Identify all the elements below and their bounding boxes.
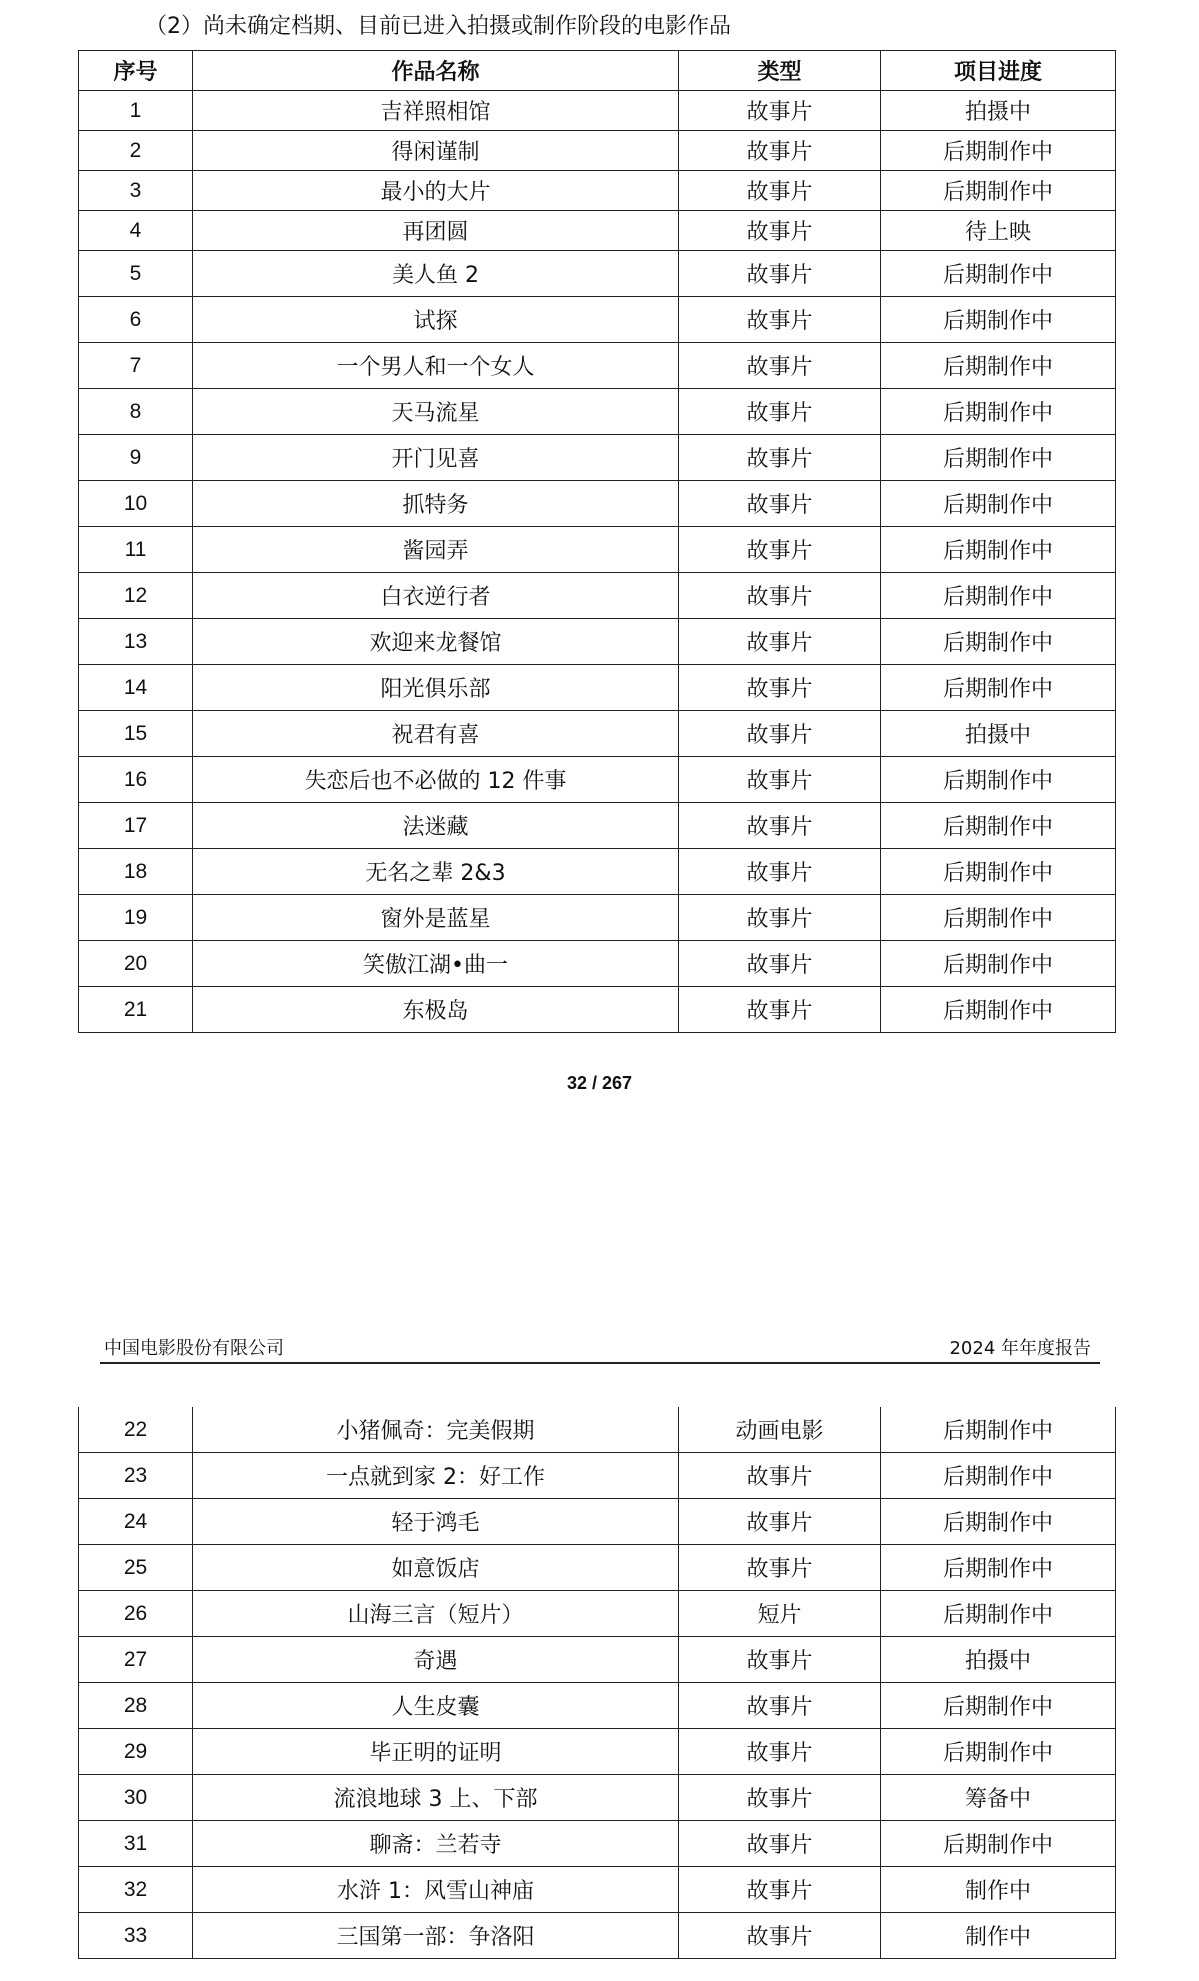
film-type: 故事片	[679, 1545, 881, 1591]
film-title: 白衣逆行者	[193, 573, 679, 619]
project-progress: 后期制作中	[881, 895, 1116, 941]
film-type: 故事片	[679, 1821, 881, 1867]
row-number: 30	[79, 1775, 193, 1821]
film-type: 故事片	[679, 619, 881, 665]
film-title: 窗外是蓝星	[193, 895, 679, 941]
film-title: 阳光俱乐部	[193, 665, 679, 711]
project-progress: 后期制作中	[881, 1407, 1116, 1453]
row-number: 23	[79, 1453, 193, 1499]
row-number: 22	[79, 1407, 193, 1453]
project-progress: 后期制作中	[881, 941, 1116, 987]
film-title: 开门见喜	[193, 435, 679, 481]
row-number: 13	[79, 619, 193, 665]
film-title: 天马流星	[193, 389, 679, 435]
header-no: 序号	[79, 51, 193, 91]
table-row	[79, 849, 1116, 895]
table-row	[79, 987, 1116, 1033]
project-progress: 后期制作中	[881, 343, 1116, 389]
table-row	[79, 941, 1116, 987]
row-number: 6	[79, 297, 193, 343]
film-title: 笑傲江湖•曲一	[193, 941, 679, 987]
film-title: 再团圆	[193, 211, 679, 251]
project-progress: 制作中	[881, 1913, 1116, 1959]
film-type: 故事片	[679, 757, 881, 803]
film-title: 祝君有喜	[193, 711, 679, 757]
row-number: 15	[79, 711, 193, 757]
table-row	[79, 343, 1116, 389]
table-row	[79, 211, 1116, 251]
row-number: 19	[79, 895, 193, 941]
film-title: 流浪地球 3 上、下部	[193, 1775, 679, 1821]
row-number: 25	[79, 1545, 193, 1591]
table-row	[79, 389, 1116, 435]
film-type: 故事片	[679, 895, 881, 941]
project-progress: 后期制作中	[881, 619, 1116, 665]
film-title: 法迷藏	[193, 803, 679, 849]
film-type: 故事片	[679, 1683, 881, 1729]
row-number: 2	[79, 131, 193, 171]
row-number: 9	[79, 435, 193, 481]
film-title: 最小的大片	[193, 171, 679, 211]
project-progress: 后期制作中	[881, 527, 1116, 573]
row-number: 5	[79, 251, 193, 297]
table-row	[79, 251, 1116, 297]
film-type: 故事片	[679, 803, 881, 849]
film-type: 故事片	[679, 211, 881, 251]
row-number: 20	[79, 941, 193, 987]
project-progress: 后期制作中	[881, 573, 1116, 619]
table-header-row	[79, 51, 1116, 91]
film-title: 小猪佩奇：完美假期	[193, 1407, 679, 1453]
row-number: 26	[79, 1591, 193, 1637]
project-progress: 后期制作中	[881, 665, 1116, 711]
row-number: 3	[79, 171, 193, 211]
film-type: 故事片	[679, 849, 881, 895]
row-number: 1	[79, 91, 193, 131]
row-number: 14	[79, 665, 193, 711]
table-row	[79, 1867, 1116, 1913]
film-type: 短片	[679, 1591, 881, 1637]
film-title: 抓特务	[193, 481, 679, 527]
row-number: 33	[79, 1913, 193, 1959]
film-type: 故事片	[679, 1453, 881, 1499]
row-number: 28	[79, 1683, 193, 1729]
table-row	[79, 435, 1116, 481]
project-progress: 后期制作中	[881, 849, 1116, 895]
film-title: 美人鱼 2	[193, 251, 679, 297]
table-row	[79, 1913, 1116, 1959]
header-progress: 项目进度	[881, 51, 1116, 91]
project-progress: 后期制作中	[881, 1591, 1116, 1637]
film-type: 故事片	[679, 343, 881, 389]
header-title: 作品名称	[193, 51, 679, 91]
film-type: 故事片	[679, 171, 881, 211]
film-type: 故事片	[679, 91, 881, 131]
film-title: 一个男人和一个女人	[193, 343, 679, 389]
film-title: 欢迎来龙餐馆	[193, 619, 679, 665]
film-type: 故事片	[679, 941, 881, 987]
table-row	[79, 803, 1116, 849]
film-type: 故事片	[679, 297, 881, 343]
project-progress: 后期制作中	[881, 987, 1116, 1033]
film-type: 故事片	[679, 1775, 881, 1821]
film-type: 故事片	[679, 435, 881, 481]
table-row	[79, 171, 1116, 211]
table-row	[79, 573, 1116, 619]
row-number: 29	[79, 1729, 193, 1775]
table-row	[79, 131, 1116, 171]
table-row	[79, 1453, 1116, 1499]
table-row	[79, 1407, 1116, 1453]
project-progress: 后期制作中	[881, 481, 1116, 527]
film-type: 故事片	[679, 131, 881, 171]
project-progress: 后期制作中	[881, 1729, 1116, 1775]
page-header-company: 中国电影股份有限公司	[104, 1338, 284, 1359]
table-row	[79, 619, 1116, 665]
film-title: 人生皮囊	[193, 1683, 679, 1729]
table-row	[79, 1729, 1116, 1775]
project-progress: 后期制作中	[881, 171, 1116, 211]
film-title: 水浒 1：风雪山神庙	[193, 1867, 679, 1913]
project-progress: 后期制作中	[881, 803, 1116, 849]
page-number: 32 / 267	[566, 1073, 633, 1093]
row-number: 27	[79, 1637, 193, 1683]
film-title: 酱园弄	[193, 527, 679, 573]
table-row	[79, 711, 1116, 757]
film-type: 故事片	[679, 481, 881, 527]
project-progress: 后期制作中	[881, 435, 1116, 481]
film-title: 毕正明的证明	[193, 1729, 679, 1775]
row-number: 32	[79, 1867, 193, 1913]
film-title: 奇遇	[193, 1637, 679, 1683]
page-header-report: 2024 年年度报告	[949, 1338, 1091, 1359]
row-number: 24	[79, 1499, 193, 1545]
row-number: 12	[79, 573, 193, 619]
project-progress: 后期制作中	[881, 131, 1116, 171]
table-row	[79, 1821, 1116, 1867]
row-number: 16	[79, 757, 193, 803]
row-number: 7	[79, 343, 193, 389]
film-type: 故事片	[679, 1867, 881, 1913]
section-heading: （2）尚未确定档期、目前已进入拍摄或制作阶段的电影作品	[145, 14, 731, 39]
film-title: 三国第一部：争洛阳	[193, 1913, 679, 1959]
table-row	[79, 895, 1116, 941]
film-type: 故事片	[679, 527, 881, 573]
row-number: 31	[79, 1821, 193, 1867]
row-number: 10	[79, 481, 193, 527]
header-type: 类型	[679, 51, 881, 91]
film-type: 动画电影	[679, 1407, 881, 1453]
project-progress: 后期制作中	[881, 297, 1116, 343]
film-title: 得闲谨制	[193, 131, 679, 171]
project-progress: 拍摄中	[881, 1637, 1116, 1683]
film-title: 如意饭店	[193, 1545, 679, 1591]
table-row	[79, 1683, 1116, 1729]
project-progress: 拍摄中	[881, 711, 1116, 757]
film-title: 失恋后也不必做的 12 件事	[193, 757, 679, 803]
table-row	[79, 527, 1116, 573]
film-title: 无名之辈 2&3	[193, 849, 679, 895]
project-progress: 后期制作中	[881, 1821, 1116, 1867]
row-number: 11	[79, 527, 193, 573]
film-type: 故事片	[679, 665, 881, 711]
film-title: 一点就到家 2：好工作	[193, 1453, 679, 1499]
table-body-page-1	[79, 91, 1116, 1033]
page-header-rule	[100, 1362, 1100, 1364]
table-row	[79, 757, 1116, 803]
project-progress: 后期制作中	[881, 757, 1116, 803]
table-row	[79, 665, 1116, 711]
project-progress: 后期制作中	[881, 1453, 1116, 1499]
film-type: 故事片	[679, 1729, 881, 1775]
film-type: 故事片	[679, 573, 881, 619]
film-type: 故事片	[679, 1499, 881, 1545]
film-table-page-1	[78, 50, 1116, 1033]
film-title: 吉祥照相馆	[193, 91, 679, 131]
table-row	[79, 1637, 1116, 1683]
film-title: 聊斋：兰若寺	[193, 1821, 679, 1867]
row-number: 18	[79, 849, 193, 895]
row-number: 8	[79, 389, 193, 435]
table-body-page-2	[79, 1407, 1116, 1959]
film-title: 山海三言（短片）	[193, 1591, 679, 1637]
film-type: 故事片	[679, 987, 881, 1033]
row-number: 17	[79, 803, 193, 849]
project-progress: 拍摄中	[881, 91, 1116, 131]
project-progress: 筹备中	[881, 1775, 1116, 1821]
film-table-page-2	[78, 1407, 1116, 1959]
project-progress: 后期制作中	[881, 1499, 1116, 1545]
film-title: 东极岛	[193, 987, 679, 1033]
table-row	[79, 481, 1116, 527]
film-type: 故事片	[679, 711, 881, 757]
project-progress: 后期制作中	[881, 1683, 1116, 1729]
film-type: 故事片	[679, 1637, 881, 1683]
table-row	[79, 1591, 1116, 1637]
project-progress: 制作中	[881, 1867, 1116, 1913]
project-progress: 后期制作中	[881, 389, 1116, 435]
film-type: 故事片	[679, 251, 881, 297]
table-row	[79, 91, 1116, 131]
project-progress: 后期制作中	[881, 1545, 1116, 1591]
film-title: 轻于鸿毛	[193, 1499, 679, 1545]
table-row	[79, 1499, 1116, 1545]
table-row	[79, 1545, 1116, 1591]
film-title: 试探	[193, 297, 679, 343]
film-type: 故事片	[679, 1913, 881, 1959]
project-progress: 待上映	[881, 211, 1116, 251]
row-number: 21	[79, 987, 193, 1033]
table-row	[79, 297, 1116, 343]
row-number: 4	[79, 211, 193, 251]
project-progress: 后期制作中	[881, 251, 1116, 297]
film-type: 故事片	[679, 389, 881, 435]
table-row	[79, 1775, 1116, 1821]
